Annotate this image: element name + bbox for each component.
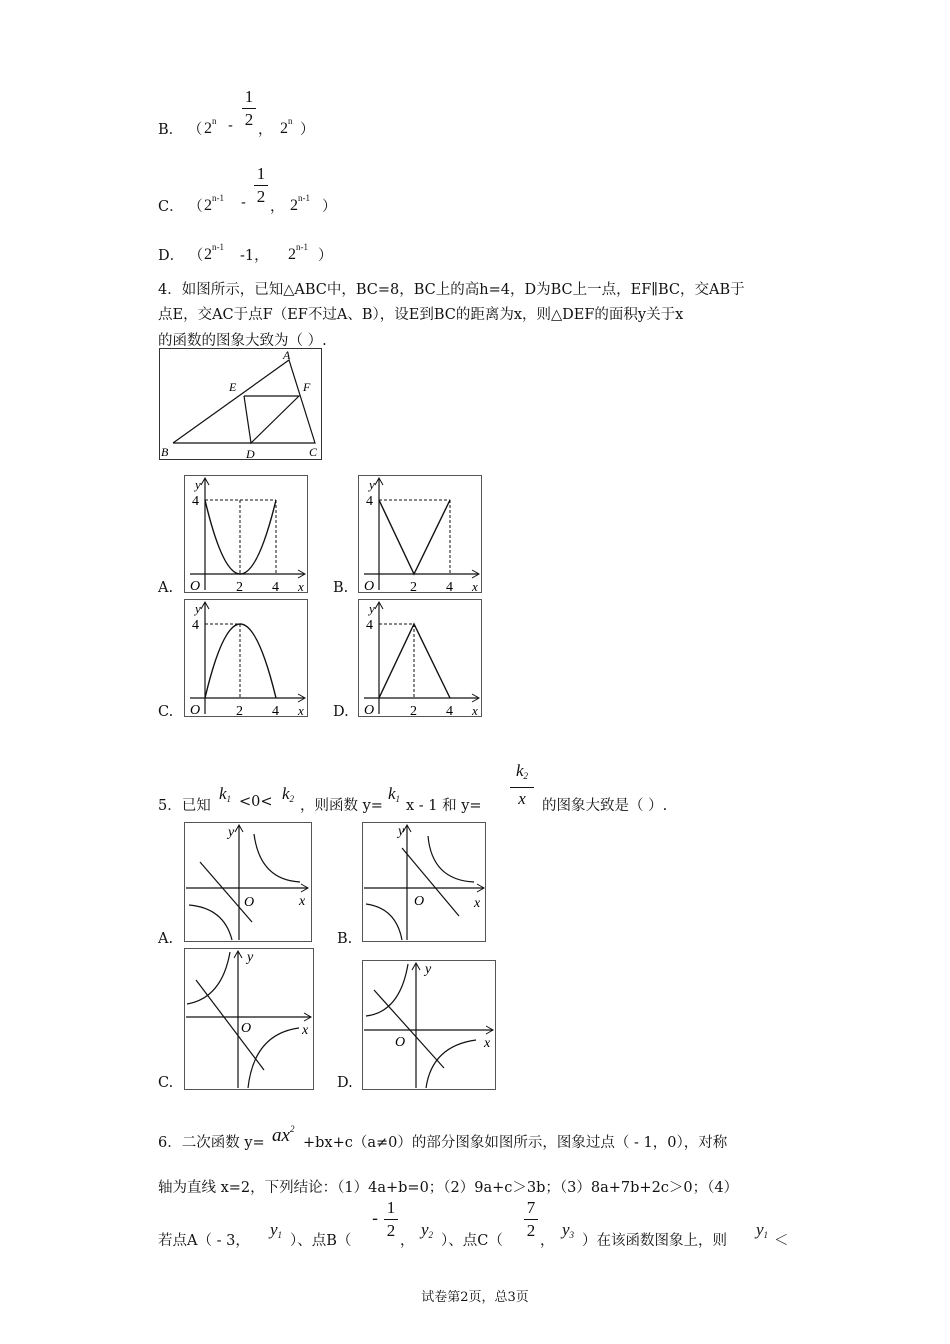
minus-sign: -	[241, 195, 246, 211]
y-tick-4: 4	[366, 494, 373, 509]
q5-xminus: x - 1 和 y=	[406, 798, 482, 814]
option-label-4d: D.	[333, 704, 349, 720]
denominator: 2	[256, 187, 266, 206]
q6-line-1b: +bx+c（a≠0）的部分图象如图所示，图象过点（ - 1，0），对称	[303, 1135, 728, 1151]
origin-label: O	[190, 703, 201, 717]
paren-close: ）	[318, 248, 333, 264]
page-footer: 试卷第2页，总3页	[421, 1290, 529, 1305]
q4-graph-b	[358, 475, 482, 593]
power-2n-1	[288, 242, 308, 264]
x-tick-4: 4	[272, 704, 279, 717]
exponent: n	[212, 116, 217, 126]
option-label: D．	[158, 248, 185, 264]
label-f: F	[303, 380, 311, 394]
comma: ，	[540, 1233, 555, 1249]
paren-open: （	[187, 122, 203, 138]
origin-label: O	[414, 894, 425, 909]
x-axis-label: x	[298, 703, 304, 717]
k-letter: k	[282, 784, 290, 803]
q4-graph-a	[184, 475, 308, 593]
option-label-5a: A.	[158, 931, 174, 947]
negative-sign: -	[372, 1208, 379, 1229]
q4-line-2: 点E，交AC于点F（EF不过A、B），设E到BC的距离为x，则△DEF的面积y关于x	[158, 307, 684, 323]
comma: ，	[258, 122, 273, 138]
numerator: 1	[386, 1198, 396, 1217]
paren-close: ）	[322, 199, 337, 215]
q6-line-3a: 若点A（ - 3，	[158, 1233, 250, 1249]
q4-graph-c	[184, 599, 308, 717]
q6-line-2: 轴为直线 x=2，下列结论：（1）4a+b=0；（2）9a+c＞3b；（3）8a+7b+2c＞0；（4）	[158, 1180, 739, 1196]
q6-line-3c: ）、点C（	[441, 1233, 503, 1249]
less-than: ＜	[774, 1233, 789, 1249]
y1	[270, 1220, 282, 1240]
origin-label: O	[364, 703, 375, 717]
base: 2	[280, 120, 288, 137]
base: 2	[288, 246, 296, 263]
option-3d	[158, 244, 203, 265]
comma: ，	[400, 1233, 415, 1249]
q5-graph-d	[362, 960, 496, 1090]
denominator: 2	[526, 1221, 536, 1240]
x-axis-label: x	[472, 579, 478, 593]
power-2n	[280, 116, 293, 138]
power-2n-1	[290, 193, 310, 215]
option-label-5c: C.	[158, 1075, 174, 1091]
y-letter: y	[421, 1220, 429, 1239]
y-tick-4: 4	[192, 494, 199, 509]
option-label: B．	[158, 122, 184, 138]
power-2n	[204, 116, 217, 138]
triangle-figure	[159, 348, 322, 460]
base: 2	[204, 246, 212, 263]
q6-line-3d: ）在该函数图象上，则	[582, 1233, 727, 1249]
option-3b	[158, 118, 202, 139]
power-2n-1	[204, 242, 224, 264]
paren-open: （	[188, 199, 203, 215]
minus-sign: -	[228, 118, 233, 134]
origin-label: O	[190, 579, 201, 593]
x-tick-2: 2	[410, 704, 417, 717]
q4-line-1: 4．如图所示，已知△ABC中，BC=8，BC上的高h=4，D为BC上一点，EF∥BC，交AB于	[158, 282, 745, 298]
fraction-one-half	[242, 88, 256, 129]
label-a: A	[283, 348, 291, 362]
power-2n-1	[204, 193, 224, 215]
y3	[562, 1220, 574, 1240]
k1	[388, 784, 400, 804]
x-tick-4: 4	[446, 704, 453, 717]
subscript: 1	[763, 1230, 769, 1240]
denominator: x	[518, 789, 526, 808]
x-axis-label: x	[474, 896, 481, 911]
numerator: 1	[256, 164, 266, 183]
y-tick-4: 4	[366, 618, 373, 633]
x-axis-label: x	[302, 1023, 309, 1038]
y1	[756, 1220, 768, 1240]
q4-graph-d	[358, 599, 482, 717]
label-e: E	[229, 380, 237, 394]
option-label: C．	[158, 199, 184, 215]
option-label-4a: A.	[158, 580, 174, 596]
y-letter: y	[562, 1220, 570, 1239]
fraction-seven-halves	[524, 1199, 538, 1240]
option-3c	[158, 195, 203, 216]
fraction-one-half	[384, 1199, 398, 1240]
numerator: 1	[244, 87, 254, 106]
q5-tail: 的图象大致是（ ）.	[542, 798, 668, 814]
exponent: n	[288, 116, 293, 126]
x-axis-label: x	[472, 703, 478, 717]
base: 2	[204, 197, 212, 214]
numerator	[510, 762, 534, 785]
k-letter: k	[388, 784, 396, 803]
subscript: 1	[226, 794, 232, 804]
paren-close: ）	[300, 122, 315, 138]
label-d: D	[246, 447, 255, 460]
fraction-k2-over-x	[510, 762, 534, 808]
x-axis-label: x	[298, 579, 304, 593]
subscript: 3	[569, 1230, 575, 1240]
y-axis-label: y	[369, 477, 375, 492]
x-tick-4: 4	[272, 580, 279, 593]
y2	[421, 1220, 433, 1240]
ax-term: ax	[272, 1125, 290, 1146]
exponent: 2	[289, 1124, 295, 1134]
label-b: B	[161, 445, 169, 459]
k-letter: k	[219, 784, 227, 803]
subscript: 2	[523, 771, 529, 781]
base: 2	[290, 197, 298, 214]
base: 2	[204, 120, 212, 137]
origin-label: O	[364, 579, 375, 593]
x-tick-2: 2	[410, 580, 417, 593]
paren-open: （	[188, 248, 204, 264]
y-axis-label: y	[195, 477, 201, 492]
x-axis-label: x	[299, 894, 306, 909]
y-axis-label: y	[398, 824, 405, 839]
q6-line-3b: ）、点B（	[290, 1233, 352, 1249]
ax-squared	[272, 1124, 294, 1147]
origin-label: O	[395, 1035, 406, 1050]
subscript: 2	[289, 794, 295, 804]
y-axis-label: y	[228, 825, 235, 840]
subscript: 2	[428, 1230, 434, 1240]
q5-graph-a	[184, 822, 312, 942]
numerator: 7	[526, 1198, 536, 1217]
option-label-4c: C.	[158, 704, 174, 720]
option-label-4b: B.	[333, 580, 349, 596]
origin-label: O	[241, 1021, 252, 1036]
exponent: n-1	[296, 242, 308, 252]
q5-mid: ，则函数 y=	[300, 798, 383, 814]
k1	[219, 784, 231, 804]
exponent: n-1	[212, 193, 224, 203]
subscript: 1	[277, 1230, 283, 1240]
inequality: <0<	[239, 794, 273, 810]
y-axis-label: y	[369, 601, 375, 616]
y-axis-label: y	[195, 601, 201, 616]
denominator: 2	[386, 1221, 396, 1240]
q4-line-3: 的函数的图象大致为（ ）.	[158, 333, 327, 349]
fraction-one-half	[254, 165, 268, 206]
y-tick-4: 4	[192, 618, 199, 633]
option-label-5b: B.	[337, 931, 353, 947]
y-axis-label: y	[247, 950, 254, 965]
y-letter: y	[270, 1220, 278, 1239]
x-tick-2: 2	[236, 580, 243, 593]
k-letter: k	[515, 761, 524, 780]
k2	[282, 784, 294, 804]
y-axis-label: y	[425, 962, 432, 977]
q5-lead: 5．已知	[158, 798, 211, 814]
y-letter: y	[756, 1220, 764, 1239]
exponent: n-1	[298, 193, 310, 203]
x-axis-label: x	[484, 1036, 491, 1051]
origin-label: O	[244, 895, 255, 910]
minus-one: -1，	[240, 248, 269, 264]
denominator: 2	[244, 110, 254, 129]
subscript: 1	[395, 794, 401, 804]
q6-line-1a: 6．二次函数 y=	[158, 1135, 265, 1151]
x-tick-2: 2	[236, 704, 243, 717]
x-tick-4: 4	[446, 580, 453, 593]
q5-graph-b	[362, 822, 486, 942]
exponent: n-1	[212, 242, 224, 252]
label-c: C	[309, 445, 318, 459]
q5-graph-c	[184, 948, 314, 1090]
comma: ，	[270, 199, 285, 215]
option-label-5d: D.	[337, 1075, 353, 1091]
